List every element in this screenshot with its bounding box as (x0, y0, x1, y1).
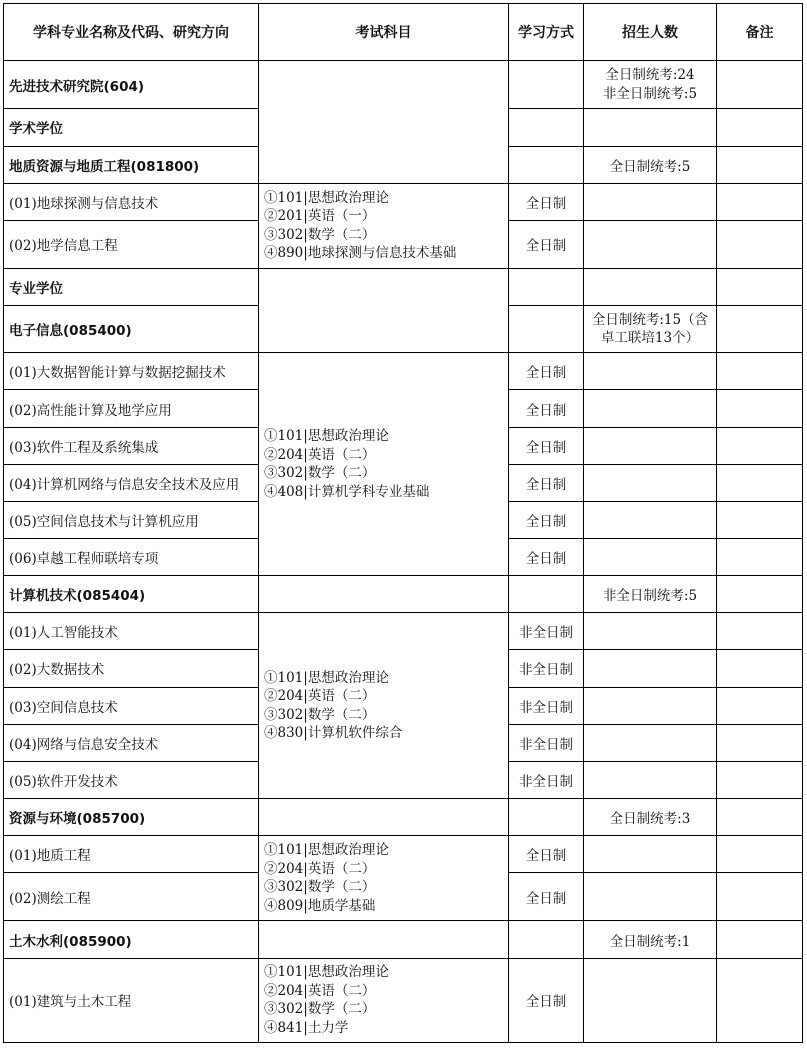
quota-cell-empty (584, 109, 717, 146)
study-mode: 全日制 (509, 353, 584, 390)
direction-name: (01)地球探测与信息技术 (4, 183, 259, 220)
mode-cell-empty (509, 268, 584, 305)
major-quota: 全日制统考:3 (584, 798, 717, 835)
direction-name: (01)人工智能技术 (4, 613, 259, 650)
note-cell (717, 798, 803, 835)
major-name: 地质资源与地质工程(081800) (4, 146, 259, 183)
mode-cell-empty (509, 146, 584, 183)
major-quota: 全日制统考:5 (584, 146, 717, 183)
note-cell (717, 873, 803, 921)
direction-name: (03)软件工程及系统集成 (4, 427, 259, 464)
academic-degree-label: 学术学位 (4, 109, 259, 146)
quota-cell-empty (584, 958, 717, 1042)
mode-cell-empty (509, 798, 584, 835)
table-header-row (4, 4, 803, 61)
note-cell (717, 353, 803, 390)
study-mode: 非全日制 (509, 687, 584, 724)
mode-cell-empty (509, 576, 584, 613)
direction-name: (01)地质工程 (4, 836, 259, 873)
exam-cell-empty (259, 576, 509, 613)
direction-name: (01)大数据智能计算与数据挖掘技术 (4, 353, 259, 390)
note-cell (717, 761, 803, 798)
header-note: 备注 (717, 4, 803, 61)
quota-cell-empty (584, 539, 717, 576)
note-cell (717, 921, 803, 958)
quota-cell-empty (584, 268, 717, 305)
note-cell (717, 268, 803, 305)
study-mode: 全日制 (509, 220, 584, 268)
quota-cell-empty (584, 836, 717, 873)
study-mode: 非全日制 (509, 650, 584, 687)
direction-name: (04)计算机网络与信息安全技术及应用 (4, 464, 259, 501)
note-cell (717, 427, 803, 464)
direction-name: (06)卓越工程师联培专项 (4, 539, 259, 576)
direction-name: (02)大数据技术 (4, 650, 259, 687)
study-mode: 全日制 (509, 539, 584, 576)
table-row (4, 268, 803, 305)
study-mode: 全日制 (509, 390, 584, 427)
quota-cell-empty (584, 687, 717, 724)
study-mode: 全日制 (509, 501, 584, 538)
table-row (4, 836, 803, 873)
study-mode: 全日制 (509, 873, 584, 921)
exam-cell-empty (259, 268, 509, 352)
major-quota: 非全日制统考:5 (584, 576, 717, 613)
direction-name: (02)高性能计算及地学应用 (4, 390, 259, 427)
quota-cell-empty (584, 873, 717, 921)
note-cell (717, 958, 803, 1042)
quota-cell-empty (584, 427, 717, 464)
quota-cell-empty (584, 464, 717, 501)
table-row (4, 183, 803, 220)
major-name: 电子信息(085400) (4, 306, 259, 353)
major-name: 计算机技术(085404) (4, 576, 259, 613)
major-name: 土木水利(085900) (4, 921, 259, 958)
direction-name: (05)软件开发技术 (4, 761, 259, 798)
mode-cell-empty (509, 921, 584, 958)
header-quota: 招生人数 (584, 4, 717, 61)
note-cell (717, 306, 803, 353)
note-cell (717, 183, 803, 220)
table-row (4, 921, 803, 958)
direction-name: (03)空间信息技术 (4, 687, 259, 724)
note-cell (717, 61, 803, 109)
header-program: 学科专业名称及代码、研究方向 (4, 4, 259, 61)
study-mode: 非全日制 (509, 613, 584, 650)
note-cell (717, 650, 803, 687)
study-mode: 全日制 (509, 958, 584, 1042)
admissions-table (3, 3, 803, 1043)
direction-name: (04)网络与信息安全技术 (4, 724, 259, 761)
note-cell (717, 539, 803, 576)
quota-cell-empty (584, 650, 717, 687)
exam-cell-empty (259, 61, 509, 183)
quota-cell-empty (584, 353, 717, 390)
note-cell (717, 109, 803, 146)
major-name: 资源与环境(085700) (4, 798, 259, 835)
study-mode: 全日制 (509, 836, 584, 873)
exam-subjects: ①101|思想政治理论 ②204|英语（二） ③302|数学（二） ④408|计算机学科专业基础 (259, 353, 509, 576)
quota-cell-empty (584, 390, 717, 427)
note-cell (717, 576, 803, 613)
exam-subjects: ①101|思想政治理论 ②204|英语（二） ③302|数学（二） ④830|计算机软件综合 (259, 613, 509, 799)
exam-subjects: ①101|思想政治理论 ②201|英语（一） ③302|数学（二） ④890|地球探测与信息技术基础 (259, 183, 509, 268)
note-cell (717, 724, 803, 761)
exam-subjects: ①101|思想政治理论 ②204|英语（二） ③302|数学（二） ④841|土力学 (259, 958, 509, 1042)
quota-cell-empty (584, 220, 717, 268)
study-mode: 全日制 (509, 183, 584, 220)
study-mode: 非全日制 (509, 761, 584, 798)
direction-name: (02)测绘工程 (4, 873, 259, 921)
mode-cell-empty (509, 306, 584, 353)
study-mode: 全日制 (509, 464, 584, 501)
study-mode: 全日制 (509, 427, 584, 464)
note-cell (717, 836, 803, 873)
quota-cell-empty (584, 183, 717, 220)
major-quota: 全日制统考:15（含 卓工联培13个） (584, 306, 717, 353)
direction-name: (05)空间信息技术与计算机应用 (4, 501, 259, 538)
quota-cell-empty (584, 613, 717, 650)
table-row (4, 353, 803, 390)
table-row (4, 61, 803, 109)
note-cell (717, 464, 803, 501)
major-quota: 全日制统考:1 (584, 921, 717, 958)
exam-cell-empty (259, 798, 509, 835)
exam-cell-empty (259, 921, 509, 958)
study-mode: 非全日制 (509, 724, 584, 761)
mode-cell-empty (509, 109, 584, 146)
exam-subjects: ①101|思想政治理论 ②204|英语（二） ③302|数学（二） ④809|地质学基础 (259, 836, 509, 921)
table-row (4, 958, 803, 1042)
note-cell (717, 390, 803, 427)
header-mode: 学习方式 (509, 4, 584, 61)
school-quota: 全日制统考:24 非全日制统考:5 (584, 61, 717, 109)
quota-cell-empty (584, 501, 717, 538)
note-cell (717, 501, 803, 538)
school-name: 先进技术研究院(604) (4, 61, 259, 109)
mode-cell-empty (509, 61, 584, 109)
direction-name: (01)建筑与土木工程 (4, 958, 259, 1042)
note-cell (717, 687, 803, 724)
note-cell (717, 613, 803, 650)
table-row (4, 576, 803, 613)
header-exam: 考试科目 (259, 4, 509, 61)
professional-degree-label: 专业学位 (4, 268, 259, 305)
table-row (4, 798, 803, 835)
direction-name: (02)地学信息工程 (4, 220, 259, 268)
quota-cell-empty (584, 724, 717, 761)
note-cell (717, 146, 803, 183)
quota-cell-empty (584, 761, 717, 798)
table-row (4, 613, 803, 650)
note-cell (717, 220, 803, 268)
